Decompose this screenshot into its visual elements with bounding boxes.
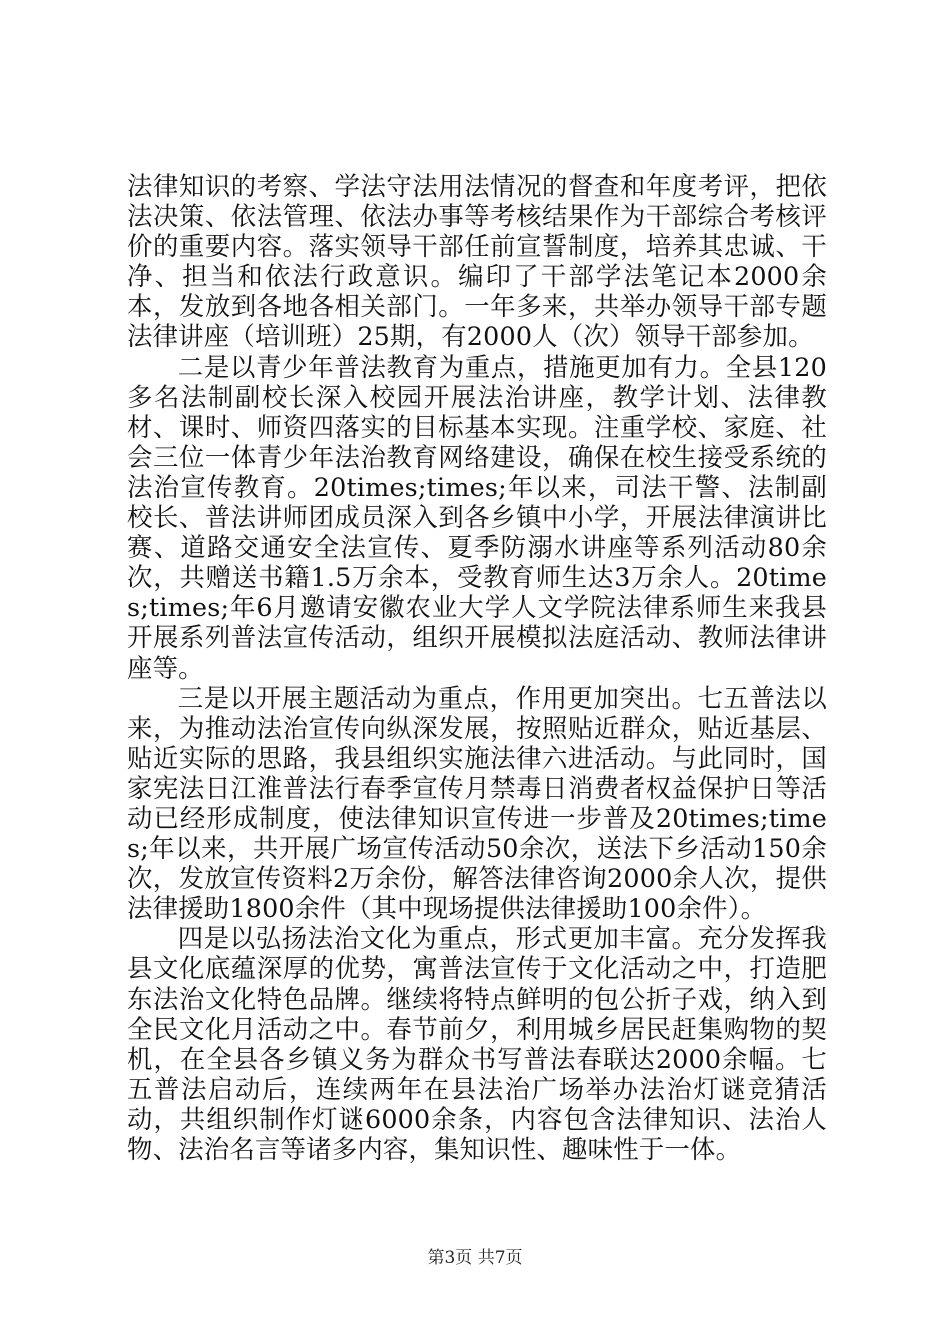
paragraph-1: 法律知识的考察、学法守法用法情况的督查和年度考评，把依法决策、依法管理、依法办事等考核结果作为干部综合考核评价的重要内容。落实领导干部任前宣誓制度，培养其忠诚、干净、担当和依法行政意识。编印了干部学法笔记本2000余本，发放到各地各相关部门。一年多来，共举办领导干部专题法律讲座（培训班）25期，有2000人（次）领导干部参加。 bbox=[127, 171, 827, 352]
document-body bbox=[127, 171, 827, 1164]
page-footer: 第3页 共7页 bbox=[427, 1248, 523, 1268]
paragraph-4: 四是以弘扬法治文化为重点，形式更加丰富。充分发挥我县文化底蕴深厚的优势，寓普法宣传于文化活动之中，打造肥东法治文化特色品牌。继续将特点鲜明的包公折子戏，纳入到全民文化月活动之中。春节前夕，利用城乡居民赶集购物的契机，在全县各乡镇义务为群众书写普法春联达2000余幅。七五普法启动后，连续两年在县法治广场举办法治灯谜竞猜活动，共组织制作灯谜6000余条，内容包含法律知识、法治人物、法治名言等诸多内容，集知识性、趣味性于一体。 bbox=[127, 923, 827, 1164]
paragraph-3: 三是以开展主题活动为重点，作用更加突出。七五普法以来，为推动法治宣传向纵深发展，按照贴近群众，贴近基层、贴近实际的思路，我县组织实施法律六进活动。与此同时，国家宪法日江淮普法行春季宣传月禁毒日消费者权益保护日等活动已经形成制度，使法律知识宣传进一步普及20times;times;年以来，共开展广场宣传活动50余次，送法下乡活动150余次，发放宣传资料2万余份，解答法律咨询2000余人次，提供法律援助1800余件（其中现场提供法律援助100余件）。 bbox=[127, 682, 827, 924]
paragraph-2: 二是以青少年普法教育为重点，措施更加有力。全县120多名法制副校长深入校园开展法治讲座，教学计划、法律教材、课时、师资四落实的目标基本实现。注重学校、家庭、社会三位一体青少年法治教育网络建设，确保在校生接受系统的法治宣传教育。20times;times;年以来，司法干警、法制副校长、普法讲师团成员深入到各乡镇中小学，开展法律演讲比赛、道路交通安全法宣传、夏季防溺水讲座等系列活动80余次，共赠送书籍1.5万余本，受教育师生达3万余人。20times;times;年6月邀请安徽农业大学人文学院法律系师生来我县开展系列普法宣传活动，组织开展模拟法庭活动、教师法律讲座等。 bbox=[127, 351, 827, 683]
